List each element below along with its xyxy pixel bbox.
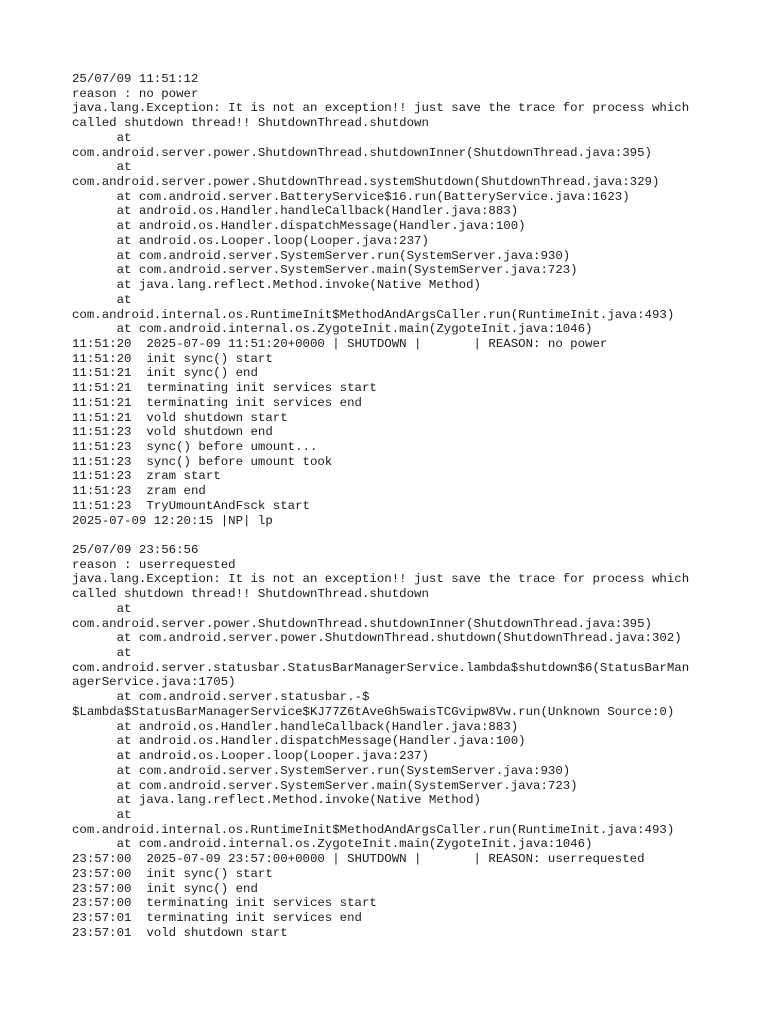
log-line: agerService.java:1705) (72, 675, 236, 690)
log-line: at java.lang.reflect.Method.invoke(Native Method) (72, 793, 481, 808)
log-line: 11:51:23 sync() before umount took (72, 454, 333, 469)
log-line: $Lambda$StatusBarManagerService$KJ77Z6tAveGh5waisTCGvipw8Vw.run(Unknown Source:0) (72, 704, 675, 719)
log-entry (72, 72, 712, 528)
log-line: at android.os.Handler.handleCallback(Handler.java:883) (72, 204, 519, 219)
log-line: 23:57:00 init sync() end (72, 881, 258, 896)
log-line: 11:51:23 zram end (72, 484, 206, 499)
log-line: 11:51:21 terminating init services end (72, 395, 362, 410)
log-line: com.android.server.power.ShutdownThread.shutdownInner(ShutdownThread.java:395) (72, 616, 652, 631)
log-line: 11:51:23 TryUmountAndFsck start (72, 498, 310, 513)
log-line: 11:51:21 init sync() end (72, 366, 258, 381)
log-line: at com.android.server.BatteryService$16.run(BatteryService.java:1623) (72, 189, 630, 204)
log-line: 11:51:20 init sync() start (72, 351, 273, 366)
log-line: com.android.server.power.ShutdownThread.shutdownInner(ShutdownThread.java:395) (72, 145, 652, 160)
log-line: com.android.internal.os.RuntimeInit$MethodAndArgsCaller.run(RuntimeInit.java:493) (72, 307, 675, 322)
log-line: called shutdown thread!! ShutdownThread.shutdown (72, 587, 429, 602)
log-line: com.android.server.statusbar.StatusBarManagerService.lambda$shutdown$6(StatusBarMan (72, 660, 690, 675)
log-line: at (72, 292, 132, 307)
log-line: com.android.internal.os.RuntimeInit$MethodAndArgsCaller.run(RuntimeInit.java:493) (72, 822, 675, 837)
log-line: 23:57:00 init sync() start (72, 866, 273, 881)
log-line: at com.android.server.statusbar.-$ (72, 690, 370, 705)
log-line: at android.os.Handler.dispatchMessage(Handler.java:100) (72, 734, 526, 749)
log-line: java.lang.Exception: It is not an exception!! just save the trace for process which (72, 101, 690, 116)
entry-separator (72, 528, 712, 543)
log-line: 23:57:00 2025-07-09 23:57:00+0000 | SHUTDOWN | | REASON: userrequested (72, 852, 645, 867)
log-line: reason : userrequested (72, 557, 236, 572)
log-line: at android.os.Looper.loop(Looper.java:237) (72, 233, 429, 248)
log-line: at com.android.server.SystemServer.main(SystemServer.java:723) (72, 263, 578, 278)
log-line: 11:51:20 2025-07-09 11:51:20+0000 | SHUTDOWN | | REASON: no power (72, 336, 608, 351)
log-line: at com.android.internal.os.ZygoteInit.main(ZygoteInit.java:1046) (72, 322, 593, 337)
log-line: 11:51:23 vold shutdown end (72, 425, 273, 440)
log-line: at java.lang.reflect.Method.invoke(Native Method) (72, 278, 481, 293)
log-line: at (72, 130, 132, 145)
log-line: at com.android.server.power.ShutdownThread.shutdown(ShutdownThread.java:302) (72, 631, 682, 646)
log-line: 23:57:00 terminating init services start (72, 896, 377, 911)
log-line: 11:51:23 sync() before umount... (72, 439, 318, 454)
log-line: at com.android.server.SystemServer.run(SystemServer.java:930) (72, 763, 571, 778)
document-body (72, 72, 712, 940)
log-line: at com.android.internal.os.ZygoteInit.main(ZygoteInit.java:1046) (72, 837, 593, 852)
log-line: 11:51:21 vold shutdown start (72, 410, 288, 425)
log-line: 25/07/09 23:56:56 (72, 543, 199, 557)
log-line: at (72, 601, 132, 616)
log-line: at com.android.server.SystemServer.main(SystemServer.java:723) (72, 778, 578, 793)
log-line: at (72, 160, 132, 175)
log-line: com.android.server.power.ShutdownThread.systemShutdown(ShutdownThread.java:329) (72, 175, 660, 190)
log-line: java.lang.Exception: It is not an exception!! just save the trace for process which (72, 572, 690, 587)
log-line: 23:57:01 vold shutdown start (72, 925, 288, 940)
log-line: called shutdown thread!! ShutdownThread.shutdown (72, 116, 429, 131)
log-line: 2025-07-09 12:20:15 |NP| lp (72, 513, 273, 528)
log-line: 23:57:01 terminating init services end (72, 910, 362, 925)
log-line: at android.os.Handler.handleCallback(Handler.java:883) (72, 719, 519, 734)
log-line: 11:51:23 zram start (72, 469, 221, 484)
log-entry (72, 543, 712, 940)
log-line: at (72, 646, 132, 661)
log-line: at android.os.Handler.dispatchMessage(Handler.java:100) (72, 219, 526, 234)
log-line: at android.os.Looper.loop(Looper.java:237) (72, 749, 429, 764)
log-line: reason : no power (72, 86, 199, 101)
log-line: at com.android.server.SystemServer.run(SystemServer.java:930) (72, 248, 571, 263)
log-line: 25/07/09 11:51:12 (72, 72, 199, 86)
log-line: at (72, 807, 132, 822)
log-line: 11:51:21 terminating init services start (72, 381, 377, 396)
